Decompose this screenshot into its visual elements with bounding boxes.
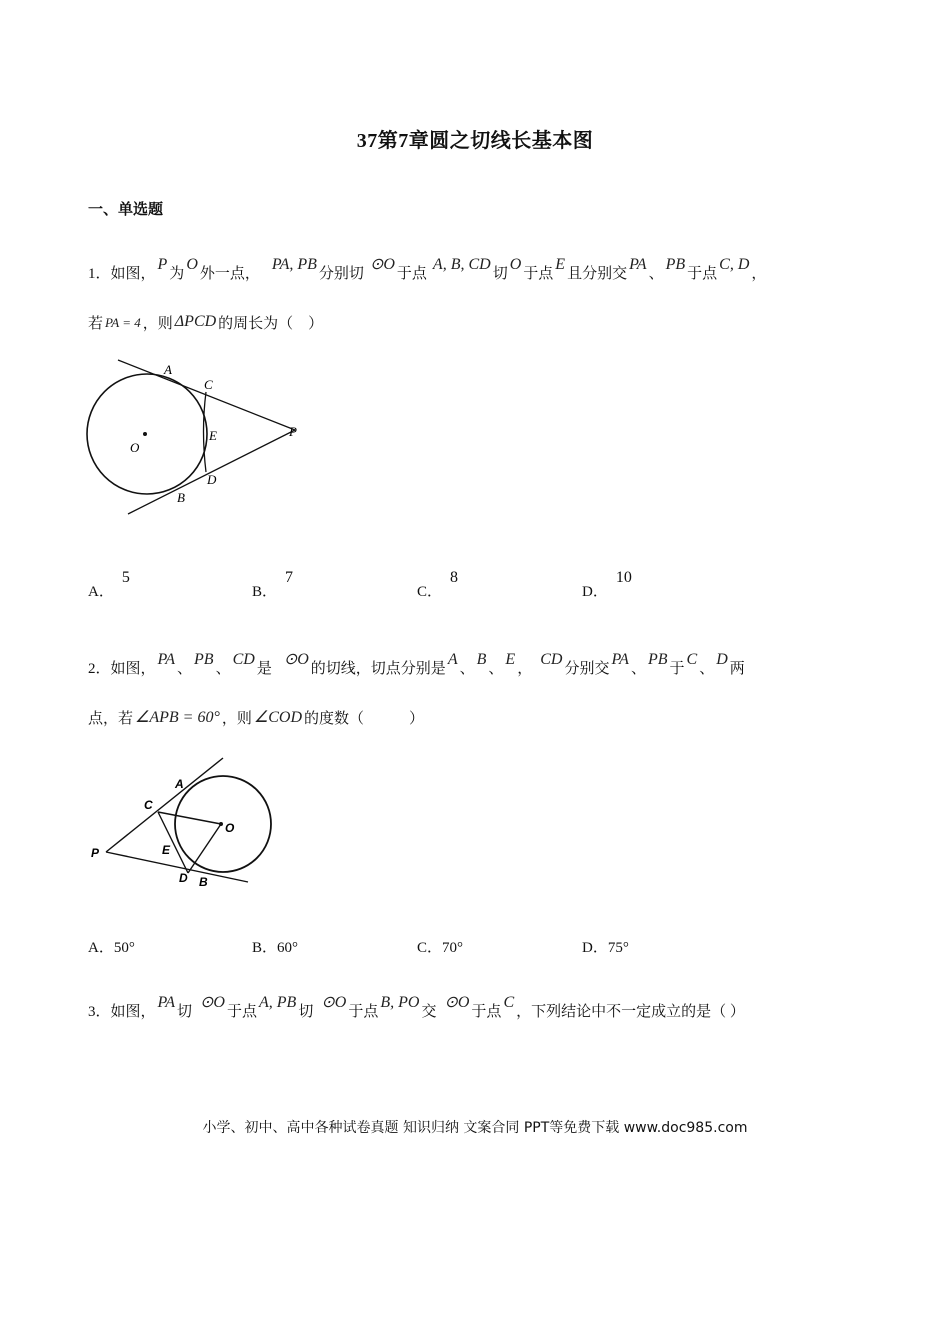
q3-text: 于点 xyxy=(348,1004,379,1020)
label-o: O xyxy=(130,440,140,455)
q2-math: PB xyxy=(647,651,668,668)
q3-math: ⊙O xyxy=(200,994,225,1011)
q1-math: PA xyxy=(629,256,647,273)
q2-math: PA xyxy=(611,651,629,668)
tangent-pa xyxy=(118,360,295,430)
segment-co xyxy=(158,812,221,824)
option-label: D． xyxy=(582,940,608,956)
q3-math: B, xyxy=(380,994,395,1011)
label-p: P xyxy=(91,846,100,860)
q1-option-b[interactable] xyxy=(252,569,294,601)
label-b: B xyxy=(199,875,208,889)
option-label: D． xyxy=(582,584,608,600)
q3-text: 切 xyxy=(298,1004,314,1020)
q2-math: CD xyxy=(540,651,563,668)
q2-text: 、 xyxy=(215,661,231,677)
q1-figure xyxy=(80,352,310,522)
option-label: A． xyxy=(88,584,114,600)
q3-text: 切 xyxy=(177,1004,193,1020)
q3-text: 于点 xyxy=(226,1004,257,1020)
q1-text: 切 xyxy=(492,266,508,282)
q2-text: 、 xyxy=(459,661,475,677)
q1-math: P xyxy=(157,256,168,273)
q3-math: PA xyxy=(157,994,175,1011)
q2-text: 、 xyxy=(630,661,646,677)
q1-text: 、 xyxy=(648,266,664,282)
q3-line-1 xyxy=(88,994,745,1021)
q2-line-2 xyxy=(88,707,424,728)
tangent-cd xyxy=(204,392,207,472)
label-p: P xyxy=(289,424,297,439)
option-value: 75° xyxy=(607,940,629,956)
q1-math: O xyxy=(186,256,198,273)
q1-math: PA, PB xyxy=(271,256,317,273)
q1-math: C, D xyxy=(719,256,750,273)
center-dot xyxy=(143,432,147,436)
q3-text: 交 xyxy=(421,1004,437,1020)
page-title: 37第7章圆之切线长基本图 xyxy=(356,130,594,152)
q1-option-a[interactable] xyxy=(88,569,130,601)
q2-figure xyxy=(88,752,288,902)
option-label: A． xyxy=(88,940,114,956)
q1-text: 分别切 xyxy=(318,266,364,282)
label-c: C xyxy=(144,798,153,812)
q1-option-d[interactable] xyxy=(582,569,632,601)
q1-math: A, B, CD xyxy=(432,256,491,273)
q2-math: D xyxy=(716,651,728,668)
label-d: D xyxy=(179,871,188,885)
q1-option-c[interactable] xyxy=(417,569,459,601)
q3-math: C xyxy=(503,994,515,1011)
q1-line-1 xyxy=(88,256,767,283)
q1-math: E xyxy=(555,256,566,273)
q2-option-a[interactable] xyxy=(88,936,135,957)
q3-math: ⊙O xyxy=(321,994,347,1011)
label-o: O xyxy=(225,821,235,835)
label-b: B xyxy=(177,490,185,505)
q3-math: ⊙O xyxy=(444,994,470,1011)
q3-text: ，下列结论中不一定成立的是（ ） xyxy=(516,1004,745,1020)
q2-text: 的切线，切点分别是 xyxy=(310,661,446,677)
q1-text: 1．如图， xyxy=(88,266,156,282)
option-value: 8 xyxy=(450,569,459,586)
center-dot xyxy=(219,822,223,826)
q2-math: E xyxy=(505,651,516,668)
q2-text: ，则 xyxy=(221,711,252,727)
q2-math: ∠APB = 60° xyxy=(135,709,220,726)
q1-text: 的周长为（ ） xyxy=(218,316,324,332)
label-a: A xyxy=(164,362,172,377)
q3-math: A, PB xyxy=(259,994,297,1011)
option-value: 50° xyxy=(113,940,135,956)
q3-text: 于点 xyxy=(471,1004,502,1020)
q2-math: ∠COD xyxy=(253,709,303,726)
tangent-pa xyxy=(106,758,223,852)
label-e: E xyxy=(162,843,171,857)
q3-math: PO xyxy=(398,994,420,1011)
label-d: D xyxy=(207,472,217,487)
q2-math: A xyxy=(447,651,458,668)
q1-text: 为 xyxy=(169,266,185,282)
q1-text: ， xyxy=(751,266,767,282)
q2-text: 、 xyxy=(488,661,504,677)
q3-text: 3．如图， xyxy=(88,1004,156,1020)
q1-math: O xyxy=(509,256,522,273)
q2-math: C xyxy=(686,651,698,668)
q1-text: 于点 xyxy=(396,266,427,282)
q2-text: 点，若 xyxy=(88,711,134,727)
q1-text: 外一点， xyxy=(199,266,260,282)
q2-text: 2．如图， xyxy=(88,661,156,677)
q2-math: PA xyxy=(157,651,175,668)
q2-math: PB xyxy=(194,651,214,668)
q2-line-1 xyxy=(88,651,745,678)
q2-math: CD xyxy=(232,651,255,668)
option-value: 60° xyxy=(277,940,299,956)
label-e: E xyxy=(209,428,217,443)
q2-text: 、 xyxy=(699,661,715,677)
section-heading: 一、单选题 xyxy=(88,202,164,218)
option-label: B． xyxy=(252,584,278,600)
q1-text: 且分别交 xyxy=(567,266,628,282)
q1-text: ，则 xyxy=(142,316,173,332)
q2-math: B xyxy=(476,651,487,668)
q1-text: 于点 xyxy=(523,266,554,282)
option-label: B． xyxy=(252,940,278,956)
q2-text: 是 xyxy=(256,661,272,677)
option-value: 5 xyxy=(121,569,130,586)
q2-option-d[interactable] xyxy=(582,936,629,957)
label-c: C xyxy=(204,377,213,392)
option-label: C． xyxy=(417,940,443,956)
option-label: C． xyxy=(417,584,443,600)
label-a: A xyxy=(175,777,184,791)
q1-text: 若 xyxy=(88,316,104,332)
segment-do xyxy=(188,824,221,873)
q2-text: 的度数（ ） xyxy=(304,711,425,727)
option-value: 70° xyxy=(442,940,464,956)
option-value: 10 xyxy=(615,569,632,586)
footer-note: 小学、初中、高中各种试卷真题 知识归纳 文案合同 PPT等免费下载 www.doc985.com xyxy=(202,1120,748,1136)
q2-option-c[interactable] xyxy=(417,936,463,957)
option-value: 7 xyxy=(285,569,294,586)
q2-text: ， xyxy=(517,661,533,677)
q2-text: 于 xyxy=(669,661,685,677)
q1-text: 于点 xyxy=(687,266,718,282)
tangent-pb xyxy=(106,852,248,882)
q1-line-2 xyxy=(88,312,323,333)
q1-math: PB xyxy=(665,256,686,273)
q2-text: 两 xyxy=(729,661,745,677)
q2-text: 、 xyxy=(177,661,193,677)
q2-math: ⊙O xyxy=(283,651,309,668)
q1-math: PA = 4 xyxy=(105,315,141,330)
q1-math: ⊙O xyxy=(369,256,395,273)
q1-math: ΔPCD xyxy=(174,313,217,330)
q2-text: 分别交 xyxy=(564,661,610,677)
q2-option-b[interactable] xyxy=(252,936,298,957)
